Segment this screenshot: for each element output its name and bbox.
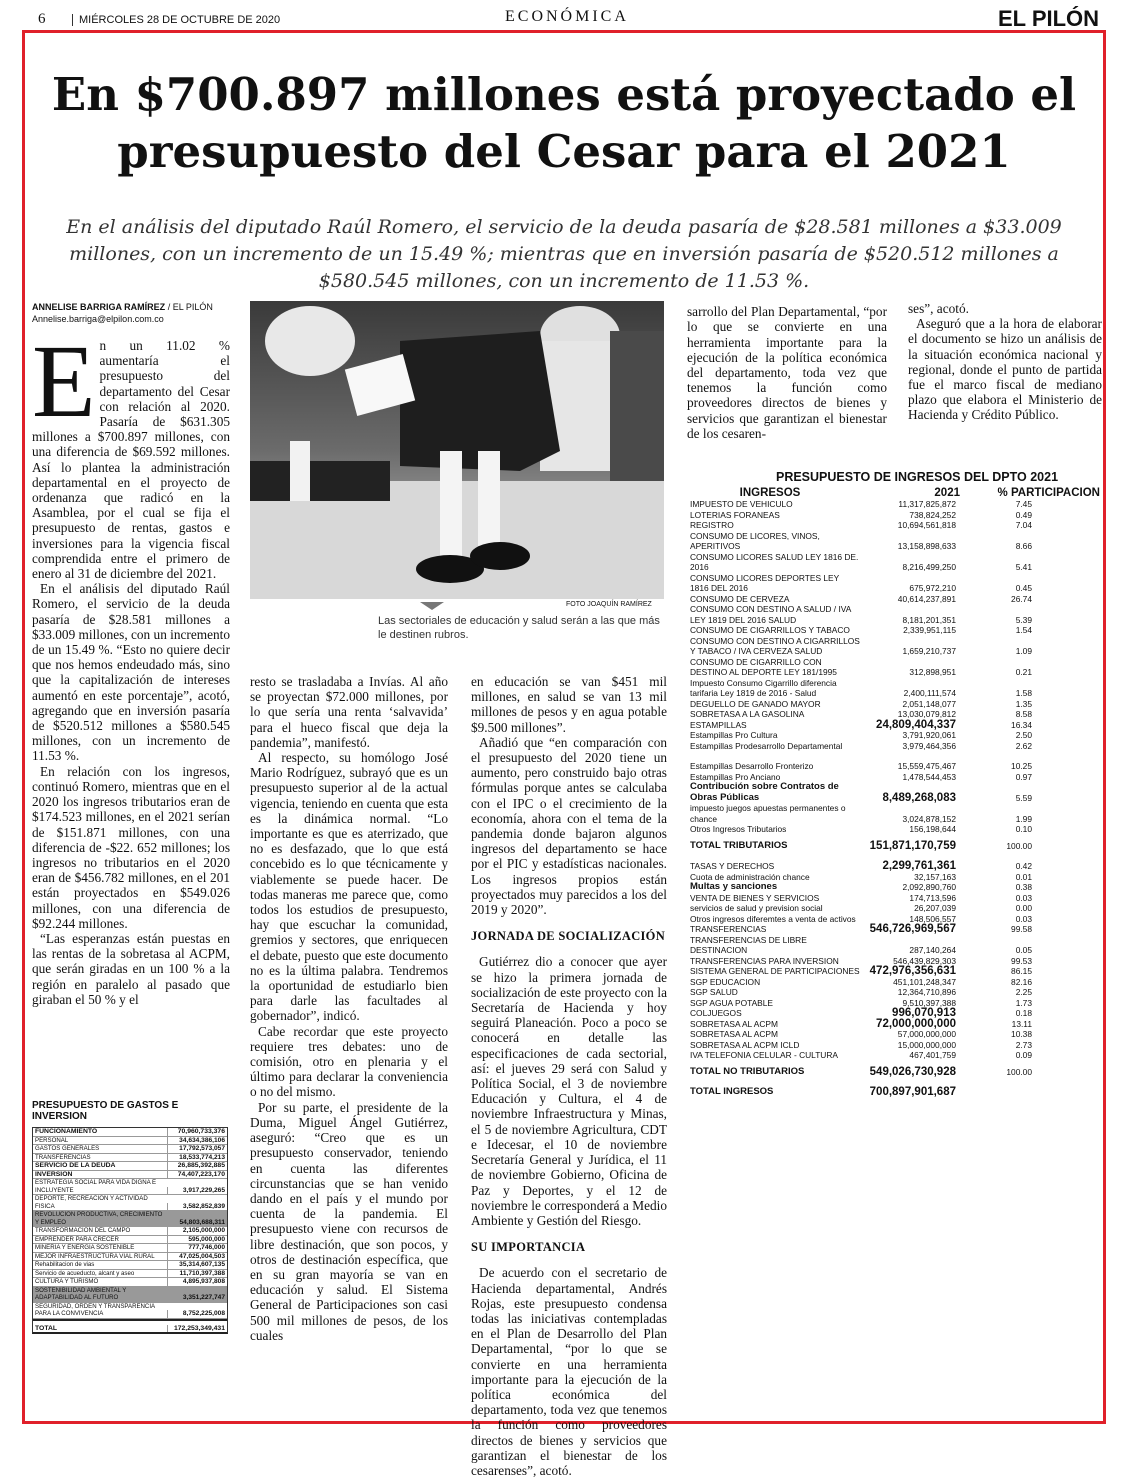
row-amount: 9,510,397,388	[902, 997, 956, 1008]
row-amount: 2,400,111,574	[903, 688, 956, 698]
table-row	[33, 1162, 227, 1171]
row-percent: 99.53	[1011, 955, 1032, 966]
row-amount: 4,895,937,808	[167, 1278, 227, 1286]
paragraph: Añadió que “en comparación con el presupuesto del 2020 tiene un aumento, pero construido bajo otras fórmulas porque antes se calculaba con el IPC o el crecimiento de la economía, ahora con el tema de la pandemia donde bajaron algunos ingresos del departamento se hace por el PIC y estadísticas nacionales. Los ingresos propios están proyectados muy parecidos a los del 2019 y 2020”.	[471, 734, 667, 918]
row-percent: 0.21	[1015, 667, 1032, 677]
row-amount: 35,314,607,135	[167, 1261, 227, 1269]
row-label: SOBRETASA AL ACPM	[690, 1018, 778, 1029]
row-label: IMPUESTO DE VEHICULO	[690, 499, 793, 509]
table-row	[690, 636, 1104, 657]
article-column-2	[250, 674, 448, 1343]
author-name: ANNELISE BARRIGA RAMÍREZ	[32, 302, 166, 312]
row-percent: 1.73	[1015, 997, 1032, 1008]
row-label: Otros Ingresos Tributarios	[690, 824, 787, 834]
row-label: Rehabilitacion de vias	[35, 1261, 95, 1268]
row-label: CONSUMO LICORES DEPORTES LEY 1816 DEL 2016	[690, 572, 840, 593]
row-percent: 86.15	[1011, 966, 1032, 976]
table-row	[690, 861, 1104, 872]
table-row	[33, 1128, 227, 1137]
row-label: INVERSION	[35, 1170, 73, 1178]
row-amount: 2,092,890,760	[902, 882, 956, 892]
table-row	[33, 1145, 227, 1154]
paragraph: En el análisis del diputado Raúl Romero, el servicio de la deuda pasaría de $28.581 millones a $33.009 millones, con un incremento de un 15.49 %. “Esto no quiere decir que nos hemos endeudado más, sino que la capitalización de intereses aumentó en este porcentaje”, acotó, agregando que en inversión pasaría de $520.512 millones a $580.545 millones, con un incremento de 11.53 %.	[32, 581, 230, 764]
row-amount: 1,659,210,737	[902, 646, 956, 656]
table-row	[33, 1171, 227, 1180]
row-percent: 100.00	[1006, 840, 1032, 851]
section-name: ECONÓMICA	[505, 8, 629, 25]
row-percent: 2.62	[1015, 740, 1032, 751]
row-amount: 34,634,386,106	[167, 1137, 227, 1145]
row-amount: 24,809,404,337	[876, 718, 956, 731]
author-email: Annelise.barriga@elpilon.com.co	[32, 314, 164, 324]
row-percent: 10.25	[1011, 761, 1032, 771]
row-label: CONSUMO DE CIGARRILLOS Y TABACO	[690, 625, 850, 635]
row-label: GASTOS GENERALES	[35, 1145, 100, 1152]
row-amount: 156,198,644	[909, 824, 956, 834]
table-row	[690, 1019, 1104, 1030]
row-amount: 451,101,248,347	[893, 976, 956, 987]
row-label: EMPRENDER PARA CRECER	[35, 1235, 119, 1243]
row-amount: 57,000,000,000	[897, 1029, 956, 1039]
row-amount: 13,158,898,633	[897, 541, 956, 551]
row-percent: 10.38	[1011, 1029, 1032, 1039]
row-amount: 2,339,951,115	[903, 625, 956, 635]
row-percent: 0.09	[1015, 1050, 1032, 1060]
row-percent: 2.73	[1015, 1039, 1032, 1050]
row-label: TASAS Y DERECHOS	[690, 861, 775, 871]
row-amount: 12,364,710,896	[897, 987, 956, 997]
row-label: Otros ingresos diferemtes a venta de activos	[690, 913, 856, 924]
table-row	[33, 1195, 227, 1211]
row-amount: 777,746,000	[167, 1244, 227, 1252]
row-percent: 0.45	[1015, 583, 1032, 593]
paragraph: Aseguró que a la hora de elaborar el documento se hizo un análisis de la situación económica nacional y regional, donde el punto de partida fue el marco fiscal de mediano plazo que elabora el Ministerio de Hacienda y Crédito Público.	[908, 316, 1102, 423]
row-label: COLJUEGOS	[690, 1008, 742, 1018]
row-amount: 996,070,913	[892, 1007, 956, 1019]
row-label: SGP SALUD	[690, 987, 738, 997]
photo-image	[250, 301, 664, 599]
table-row	[690, 882, 1104, 893]
row-label: CULTURA Y TURISMO	[35, 1278, 99, 1285]
row-label: Servicio de acueducto, alcant y aseo	[35, 1269, 135, 1277]
row-amount: 2,051,148,077	[902, 698, 956, 709]
row-label: LOTERIAS FORANEAS	[690, 509, 780, 520]
table-row	[33, 1261, 227, 1270]
row-label: CONSUMO CON DESTINO A CIGARRILLOS Y TABACO / IVA CERVEZA SALUD	[690, 635, 860, 656]
article-column-3	[471, 674, 667, 1478]
table-row	[690, 741, 1104, 752]
row-amount: 8,216,499,250	[902, 562, 956, 572]
table-row	[690, 924, 1104, 935]
table-row	[33, 1278, 227, 1287]
row-amount: 467,401,759	[909, 1050, 956, 1060]
schoolchildren-photo	[250, 301, 664, 599]
row-label: SERVICIO DE LA DEUDA	[35, 1162, 116, 1169]
row-label: Contribución sobre Contratos de Obras Públicas	[690, 781, 839, 803]
row-percent: 13.11	[1011, 1018, 1032, 1029]
table-body	[32, 1127, 228, 1334]
row-amount: 8,752,225,008	[167, 1310, 227, 1318]
row-label: SISTEMA GENERAL DE PARTICIPACIONES	[690, 966, 860, 976]
row-label: DEGUELLO DE GANADO MAYOR	[690, 698, 821, 709]
row-amount: 47,025,004,503	[167, 1253, 227, 1261]
row-percent: 0.00	[1015, 903, 1032, 913]
paragraph: “Las esperanzas están puestas en las rentas de la sobretasa al ACPM, que serán giradas en un 100 % a la región en paralelo al pasado que giraban el 50 % y el	[32, 930, 230, 1007]
table-row	[690, 709, 1104, 720]
row-amount: 675,972,210	[909, 583, 956, 593]
byline	[32, 301, 242, 325]
row-percent: 2.25	[1015, 987, 1032, 997]
table-row	[33, 1319, 227, 1333]
paragraph: resto se trasladaba a Invías. Al año se proyectan $72.000 millones, por lo que sería una renta ‘salvavida’ para el hueco fiscal que deja la pandemia”, manifestó.	[250, 674, 448, 750]
row-percent: 1.35	[1015, 698, 1032, 709]
row-percent: 1.99	[1015, 813, 1032, 824]
row-amount: 546,439,829,303	[893, 955, 956, 966]
row-label: CONSUMO CON DESTINO A SALUD / IVA LEY 1819 DEL 2016 SALUD	[690, 604, 851, 625]
table-row	[33, 1179, 227, 1195]
row-amount: 700,897,901,687	[869, 1086, 956, 1098]
outlet-name: / EL PILÓN	[167, 302, 213, 312]
page-number: 6	[38, 11, 46, 27]
row-amount: 11,710,397,388	[167, 1270, 227, 1278]
row-amount: 8,181,201,351	[902, 614, 956, 625]
row-label: CONSUMO LICORES SALUD LEY 1816 DE. 2016	[690, 551, 859, 572]
row-amount: 287,140,264	[909, 945, 956, 955]
table-row	[33, 1253, 227, 1262]
row-label: MINERIA Y ENERGIA SOSTENIBLE	[35, 1244, 135, 1251]
table-row	[690, 824, 1104, 835]
row-amount: 26,207,039	[914, 903, 956, 913]
row-label: SOBRETASA AL ACPM ICLD	[690, 1039, 800, 1050]
row-amount: 738,824,252	[909, 509, 956, 520]
row-amount: 172,253,349,431	[167, 1325, 227, 1333]
column-header: 2021	[934, 487, 960, 499]
table-row	[33, 1270, 227, 1279]
row-percent: 82.16	[1011, 976, 1032, 987]
row-amount: 32,157,163	[914, 871, 956, 882]
table-body	[690, 499, 1104, 1098]
section-subtitle: JORNADA DE SOCIALIZACIÓN	[471, 929, 666, 944]
row-label: REVOLUCION PRODUCTIVA, CRECIMIENTO Y EMPLEO	[35, 1211, 163, 1226]
column-header: % PARTICIPACION	[997, 487, 1100, 499]
row-amount: 18,533,774,213	[167, 1154, 227, 1162]
article-column-5	[908, 301, 1102, 423]
table-row	[690, 1067, 1104, 1078]
photo-caption: Las sectoriales de educación y salud serán a las que más le destinen rubros.	[378, 615, 660, 641]
row-amount: 3,917,229,265	[167, 1187, 227, 1195]
row-amount: 3,791,920,061	[902, 730, 956, 740]
row-percent: 1.54	[1015, 625, 1032, 635]
row-label: MEJOR INFRAESTRUCTURA VIAL RURAL	[35, 1252, 155, 1260]
row-percent: 2.50	[1015, 730, 1032, 740]
newspaper-logo: EL PILÓN	[998, 6, 1100, 31]
row-amount: 11,317,825,872	[898, 499, 956, 509]
row-percent: 5.39	[1015, 614, 1032, 625]
paragraph: En relación con los ingresos, continuó Romero, mientras que en el 2020 los ingresos tributarios eran de $174.523 millones, en el 2021 serían de $151.871 millones, con una diferencia de -$22. 652 millones; los ingresos no tributarios en el 2020 eran de $456.782 millones, en el 201 están proyectados en $549.026 millones, con una diferencia de $92.244 millones.	[32, 763, 230, 931]
row-label: ESTRATEGIA SOCIAL PARA VIDA DIGNA E INCLUYENTE	[35, 1179, 157, 1194]
row-label: TOTAL NO TRIBUTARIOS	[690, 1065, 805, 1077]
table-row	[33, 1287, 227, 1303]
row-percent: 1.09	[1015, 646, 1032, 656]
row-percent: 7.04	[1015, 520, 1032, 530]
row-label: SOSTENIBILIDAD AMBIENTAL Y ADAPTABILIDAD AL FUTURO	[35, 1286, 127, 1301]
paragraph-continuation	[687, 301, 887, 441]
table-row	[33, 1236, 227, 1245]
paragraph: Gutiérrez dio a conocer que ayer se hizo la primera jornada de socialización de este proyecto con la Secretaría de Hacienda y hoy seguirá Planeación. Poco a poco se conocerá en detalle las especificaciones de cada sectorial, así: el jueves 29 será con Salud y Política Social, el 3 de noviembre Educación y Cultura, el 4 de noviembre Infraestructura y Minas, el 5 de noviembre Agricultura, CDT e Idecesar, el 10 de noviembre Secretaría General y Jurídica, el 11 de noviembre Gobierno, Oficina de Paz y Deportes, y el 12 de noviembre le corresponderá a Medio Ambiente y Gestión del Riesgo.	[471, 954, 667, 1228]
row-amount: 17,792,573,057	[167, 1145, 227, 1153]
dropcap: E	[32, 324, 96, 439]
table-row	[690, 803, 1104, 824]
row-label: impuesto juegos apuestas permanentes o chance	[690, 803, 846, 824]
table-row	[690, 1029, 1104, 1040]
row-percent: 0.38	[1015, 882, 1032, 892]
table-row	[690, 678, 1104, 699]
table-row	[690, 1040, 1104, 1051]
table-row	[33, 1244, 227, 1253]
row-percent: 0.10	[1015, 824, 1032, 834]
row-amount: 13,030,079,812	[897, 709, 956, 719]
table-row	[33, 1154, 227, 1163]
table-row	[690, 573, 1104, 594]
table-title: PRESUPUESTO DE GASTOS E INVERSION	[32, 1100, 179, 1122]
row-percent: 99.58	[1011, 924, 1032, 934]
row-amount: 3,024,878,152	[902, 813, 956, 824]
row-label: CONSUMO DE LICORES, VINOS, APERITIVOS	[690, 530, 820, 551]
row-label: SOBRETASA AL ACPM	[690, 1029, 778, 1039]
paragraph-continuation: ses”, acotó.	[908, 301, 969, 316]
row-label: TRANSFORMACION DEL CAMPO	[35, 1227, 131, 1234]
row-amount: 10,694,561,818	[897, 520, 956, 530]
row-percent: 0.01	[1015, 871, 1032, 882]
row-amount: 1,478,544,453	[902, 771, 956, 782]
row-amount: 148,506,557	[909, 913, 956, 924]
article-column-1	[32, 324, 230, 1007]
row-label: Estampillas Desarrollo Fronterizo	[690, 761, 814, 771]
row-label: SEGURIDAD, ORDEN Y TRANSPARENCIA PARA LA CONVIVENCIA	[35, 1302, 155, 1317]
row-amount: 174,713,596	[909, 892, 956, 903]
table-row	[690, 657, 1104, 678]
row-label: Estampillas Pro Anciano	[690, 771, 781, 782]
row-label: SGP AGUA POTABLE	[690, 997, 774, 1008]
row-percent: 8.58	[1015, 709, 1032, 719]
row-label: Multas y sanciones	[690, 881, 778, 892]
row-percent: 0.49	[1015, 509, 1032, 520]
row-label: Estampillas Prodesarrollo Departamental	[690, 740, 843, 751]
row-label: TOTAL TRIBUTARIOS	[690, 839, 788, 851]
subheadline: En el análisis del diputado Raúl Romero, el servicio de la deuda pasaría de $28.581 millones a $33.009 millones, con un incremento de un 15.49 %; mientras que en inversión pasaría de $520.512 millones a $580.545 millones, con un incremento de 11.53 %.	[66, 216, 1062, 292]
table-header	[690, 487, 1104, 499]
row-amount: 15,559,475,467	[897, 761, 956, 771]
table-row	[690, 935, 1104, 956]
row-amount: 3,351,227,747	[167, 1294, 227, 1302]
table-row	[690, 903, 1104, 914]
table-row	[690, 625, 1104, 636]
row-amount: 312,898,951	[909, 667, 956, 677]
row-amount: 151,871,170,759	[869, 839, 956, 852]
table-row	[33, 1227, 227, 1236]
row-amount: 72,000,000,000	[876, 1017, 956, 1030]
row-label: IVA TELEFONIA CELULAR - CULTURA	[690, 1050, 838, 1060]
table-row	[690, 531, 1104, 552]
row-percent: 0.97	[1015, 771, 1032, 782]
row-percent: 8.66	[1015, 541, 1032, 551]
row-amount: 40,614,237,891	[897, 593, 956, 604]
table-row	[690, 720, 1104, 731]
row-amount: 595,000,000	[167, 1236, 227, 1244]
row-label: SGP EDUCACION	[690, 976, 761, 987]
row-percent: 0.03	[1015, 913, 1032, 924]
table-row	[690, 604, 1104, 625]
row-percent: 0.18	[1015, 1008, 1032, 1018]
row-percent: 7.45	[1015, 499, 1032, 509]
row-label: CONSUMO DE CIGARRILLO CON DESTINO AL DEPORTE LEY 181/1995	[690, 656, 837, 677]
table-row	[33, 1211, 227, 1227]
income-budget-table	[690, 470, 1104, 1108]
table-row	[690, 520, 1104, 531]
row-label: Impuesto Consumo Cigarrillo diferencia tarifaria Ley 1819 de 2016 - Salud	[690, 677, 837, 698]
table-row	[690, 761, 1104, 772]
paragraph: Por su parte, el presidente de la Duma, Miguel Ángel Gutiérrez, aseguró: “Creo que es un presupuesto conservador, teniendo en cuenta las diferentes circunstancias que se han venido dando en el país y el mundo por cuenta de la pandemia. El presupuesto viene con recursos de libre destinación, que son pocos, y otros de destinación específica, que en su gran mayoría se van en educación y salud. El Sistema General de Participaciones son casi 500 mil millones de pesos, de los cuales	[250, 1099, 448, 1343]
row-label: VENTA DE BIENES Y SERVICIOS	[690, 892, 820, 903]
row-label: SOBRETASA A LA GASOLINA	[690, 709, 805, 719]
row-percent: 5.41	[1015, 562, 1032, 572]
table-row	[690, 499, 1104, 510]
table-row	[690, 1087, 1104, 1098]
row-label: TRANSFERENCIAS PARA INVERSION	[690, 955, 839, 966]
row-label: TRANSFERENCIAS DE LIBRE DESTINACION	[690, 934, 807, 955]
table-row	[33, 1137, 227, 1146]
column-header: INGRESOS	[739, 487, 801, 499]
row-label: TOTAL	[35, 1324, 58, 1332]
table-row	[690, 552, 1104, 573]
row-label: ESTAMPILLAS	[690, 719, 747, 730]
table-row	[690, 782, 1104, 803]
row-amount: 70,960,733,376	[167, 1128, 227, 1136]
row-label: servicios de salud y prevision social	[690, 903, 823, 913]
table-row	[690, 699, 1104, 710]
table-title: PRESUPUESTO DE INGRESOS DEL DPTO 2021	[775, 470, 1059, 484]
section-subtitle: SU IMPORTANCIA	[471, 1240, 586, 1255]
table-row	[690, 987, 1104, 998]
row-label: TRANSFERENCIAS	[35, 1153, 91, 1161]
row-percent: 1.58	[1015, 688, 1032, 698]
row-label: PERSONAL	[35, 1136, 69, 1144]
row-amount: 26,885,392,885	[167, 1162, 227, 1170]
expenses-budget-table	[32, 1100, 228, 1334]
continued-text: sarrollo del Plan Departamental, “por lo que se convierte en una herramienta importante para la ejecución de la política económica del departamento, toda vez que tenemos la función como proveedores directos de bienes y servicios que garantizan el bienestar de los cesaren-	[687, 304, 887, 441]
row-percent: 5.59	[1015, 792, 1032, 803]
table-row	[690, 1008, 1104, 1019]
caption-arrow-icon	[420, 602, 444, 610]
row-amount: 546,726,969,567	[869, 923, 956, 935]
table-row	[690, 977, 1104, 988]
paragraph: Al respecto, su homólogo José Mario Rodríguez, subrayó que es un presupuesto superior al de la actual vigencia, teniendo en cuenta que esta es la dinámica normal. “Lo importante es que es aterrizado, que no es desfazado, que lo que está concebido es lo que técnicamente y viablemente se puede hacer. De todas maneras me parece que, como todos los estudios de presupuesto, hay que escuchar la comunidad, gremios y sectores, que enriquecen el debate, puesto que este documento no es la última palabra. Tendremos la oportunidad de estudiarlo bien para darle las facultades al gobernador”, indicó.	[250, 750, 448, 1024]
row-amount: 2,299,761,361	[882, 860, 956, 872]
table-row	[690, 730, 1104, 741]
row-label: DEPORTE, RECREACION Y ACTIVIDAD FISICA	[35, 1195, 148, 1210]
paragraph: Cabe recordar que este proyecto requiere tres debates: uno de comisión, otro en plenaria y el último para declarar la conveniencia o no del mismo.	[250, 1023, 448, 1100]
table-row	[690, 510, 1104, 521]
row-amount: 2,105,000,000	[167, 1227, 227, 1235]
row-amount: 472,976,356,631	[869, 965, 956, 977]
table-row	[690, 594, 1104, 605]
row-amount: 54,803,688,311	[167, 1219, 227, 1227]
issue-date: MIÉRCOLES 28 DE OCTUBRE DE 2020	[72, 14, 280, 26]
table-row	[33, 1303, 227, 1319]
row-percent: 16.34	[1011, 719, 1032, 730]
table-row	[690, 966, 1104, 977]
article-column-4	[687, 301, 887, 441]
photo-credit: FOTO JOAQUÍN RAMÍREZ	[566, 601, 652, 608]
row-percent: 0.42	[1015, 861, 1032, 871]
table-row	[690, 841, 1104, 852]
row-percent: 0.03	[1015, 892, 1032, 903]
row-label: Estampillas Pro Cultura	[690, 730, 778, 740]
row-label: REGISTRO	[690, 520, 734, 530]
row-amount: 549,026,730,928	[869, 1065, 956, 1078]
row-percent: 26.74	[1011, 593, 1032, 604]
row-amount: 3,582,852,839	[167, 1203, 227, 1211]
row-amount: 8,489,268,083	[882, 791, 956, 804]
row-label: TRANSFERENCIAS	[690, 924, 767, 934]
paragraph: De acuerdo con el secretario de Hacienda departamental, Andrés Rojas, este presupuesto condensa todas las iniciativas contempladas en el Plan de Desarrollo del Plan Departamental, “por lo que se convierte en una herramienta importante para la ejecución de la política económica del departamento, toda vez que tenemos la función como proveedores directos de bienes y servicios que garantizan el bienestar de los cesarenses”, acotó.	[471, 1265, 667, 1478]
paragraph: en educación se van $451 mil millones, en salud se van 13 mil millones de pesos y en agua potable $9.500 millones”.	[471, 674, 667, 735]
row-amount: 15,000,000,000	[897, 1039, 956, 1050]
headline: En $700.897 millones está proyectado el presupuesto del Cesar para el 2021	[51, 68, 1077, 178]
row-amount: 74,407,223,170	[167, 1171, 227, 1179]
row-label: CONSUMO DE CERVEZA	[690, 593, 790, 604]
row-amount: 3,979,464,356	[902, 740, 956, 751]
row-label: FUNCIONAMIENTO	[35, 1128, 98, 1135]
table-row	[690, 893, 1104, 904]
paragraph: n un 11.02 % aumentaría el presupuesto del departamento del Cesar con relación al 2020. Pasaría de $631.305 millones a $700.897 millones, con una diferencia de $69.592 millones. Así lo plantea la administración departamental en el proyecto de ordenanza que radicó en la Asamblea, por el cual se fija el presupuesto de rentas, gastos e inversiones para la vigencia fiscal comprendida entre el primero de enero al 31 de diciembre del 2021.	[32, 338, 230, 582]
row-percent: 100.00	[1006, 1066, 1032, 1077]
row-label: Cuota de administración chance	[690, 871, 810, 882]
table-row	[690, 1050, 1104, 1061]
row-label: TOTAL INGRESOS	[690, 1086, 774, 1097]
row-percent: 0.05	[1015, 945, 1032, 955]
